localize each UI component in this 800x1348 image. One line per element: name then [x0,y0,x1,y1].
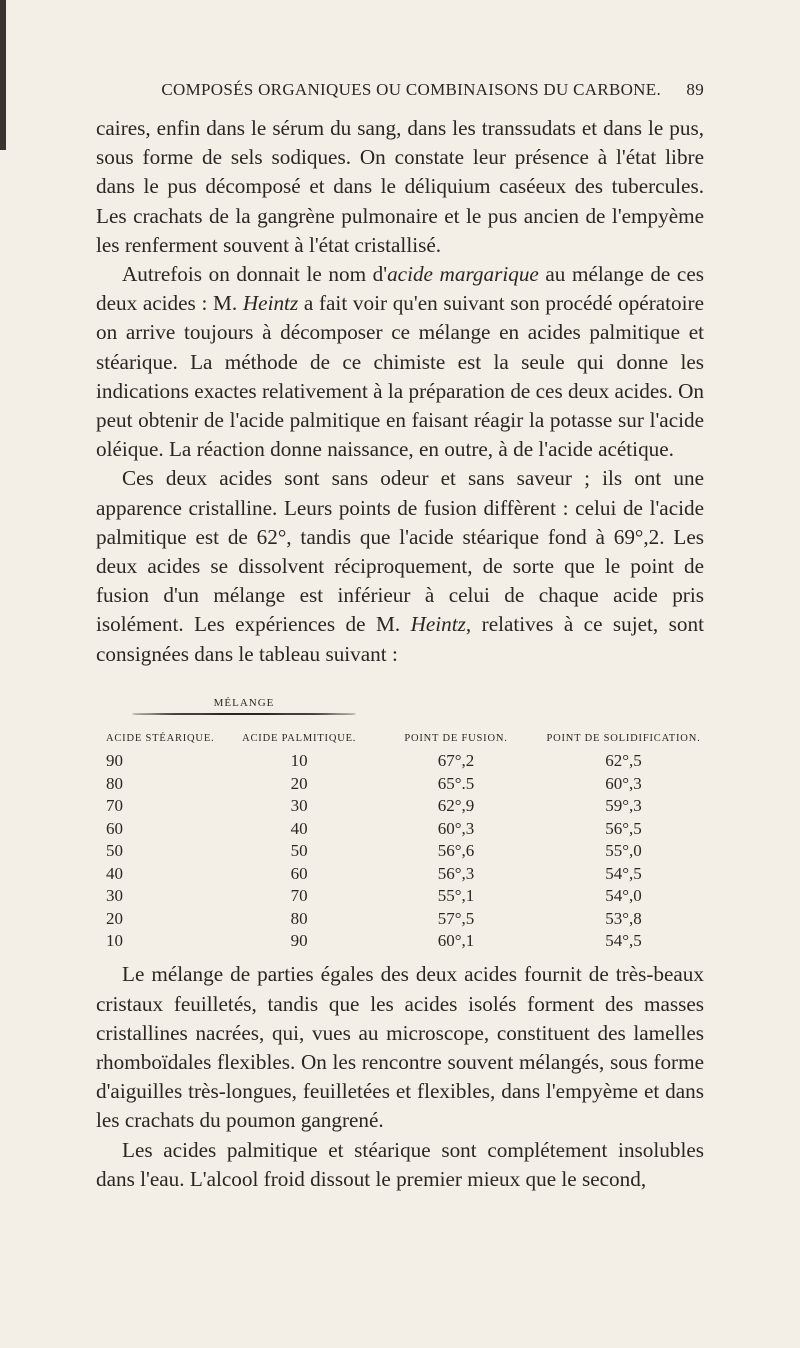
table-row [96,772,708,795]
table-cell: 57°,5 [437,908,475,928]
running-header [96,80,704,100]
table-cell: 53°,8 [605,908,642,928]
table-cell: 56°,5 [605,818,642,838]
table-row [96,907,708,930]
table-cell: 40 [290,818,308,838]
table-cell: 62°,9 [437,796,475,816]
melting-point-table [96,733,708,953]
table-cell: 90 [290,931,308,951]
table-cell: 20 [290,773,308,793]
table-row [96,750,708,773]
header-stearique: ACIDE STÉARIQUE. [106,732,215,744]
table-cell: 60°,3 [605,773,642,793]
table-row [96,862,708,885]
table-cell: 62°,5 [605,751,642,771]
header-palmitique: ACIDE PALMITIQUE. [242,732,357,744]
table-cell: 30 [106,886,123,906]
paragraph-2: Autrefois on donnait le nom d'acide margarique au mélange de ces deux acides : M. Heintz a fait voir qu'en suivant son procédé opératoire on arrive toujours à décomposer ce mélange en acides palmitique et stéarique. La méthode de ce chimiste est la seule qui donne les indications exactes relativement à la préparation de ces deux acides. On peut obtenir de l'acide palmitique en faisant réagir la potasse sur l'acide oléique. La réaction donne naissance, en outre, à de l'acide acétique. [96,262,704,462]
page-edge-mark [0,0,6,150]
header-solidification: POINT DE SOLIDIFICATION. [546,732,701,744]
author-name: Heintz [242,291,299,316]
table-cell: 10 [106,931,123,951]
table-cell: 54°,5 [605,931,642,951]
table-cell: 55°,0 [605,841,642,861]
body-text-top [96,114,704,669]
table-cell: 56°,3 [437,863,475,883]
table-cell: 80 [290,908,308,928]
table-cell: 59°,3 [605,796,642,816]
table-cell: 50 [106,841,123,861]
table-cell: 70 [290,886,308,906]
table-row [96,885,708,908]
table-cell: 56°,6 [437,841,475,861]
paragraph-5: Les acides palmitique et stéarique sont complétement insolubles dans l'eau. L'alcool froid dissout le premier mieux que le second, [96,1137,704,1191]
table-cell: 60°,1 [437,931,475,951]
table-row [96,817,708,840]
table-cell: 60 [106,818,123,838]
table-cell: 10 [290,751,308,771]
table-cell: 90 [106,751,123,771]
table-cell: 67°,2 [437,751,475,771]
table-cell: 54°,0 [605,886,642,906]
table-cell: 60°,3 [437,818,475,838]
table-cell: 30 [290,796,308,816]
table-cell: 80 [106,773,123,793]
table-header-row [96,733,708,750]
table-row [96,795,708,818]
page-number: 89 [686,80,704,99]
table-group-label: MÉLANGE [132,697,356,715]
table-cell: 65°.5 [437,773,475,793]
table-cell: 60 [290,863,308,883]
body-text-bottom [96,960,704,1194]
page [96,80,704,1194]
term-margarique: acide margarique [387,262,539,287]
table-cell: 50 [290,841,308,861]
brace-rule [132,713,356,715]
table-row [96,930,708,953]
table-cell: 54°,5 [605,863,642,883]
paragraph-3: Ces deux acides sont sans odeur et sans saveur ; ils ont une apparence cristalline. Leurs points de fusion diffèrent : celui de l'acide palmitique est de 62°, tandis que l'acide stéarique fond à 69°,2. Les deux acides se dissolvent réciproquement, de sorte que le point de fusion d'un mélange est inférieur à celui de chaque acide pris isolément. Les expériences de M. Heintz, relatives à ce sujet, sont consignées dans le tableau suivant : [96,466,704,666]
table-cell: 20 [106,908,123,928]
paragraph-1: caires, enfin dans le sérum du sang, dans les transsudats et dans le pus, sous forme de sels sodiques. On constate leur présence à l'état libre dans le pus décomposé et dans le déliquium caséeux des tubercules. Les crachats de la gangrène pulmonaire et le pus ancien de l'empyème les renferment souvent à l'état cristallisé. [96,116,704,257]
table-cell: 40 [106,863,123,883]
header-fusion: POINT DE FUSION. [404,732,508,744]
table-row [96,840,708,863]
table-cell: 55°,1 [437,886,475,906]
author-name: Heintz [410,612,466,637]
table-cell: 70 [106,796,123,816]
running-title: COMPOSÉS ORGANIQUES OU COMBINAISONS DU CARBONE. [161,80,661,99]
paragraph-4: Le mélange de parties égales des deux acides fournit de très-beaux cristaux feuilletés, tandis que les acides isolés forment des masses cristallines nacrées, qui, vues au microscope, constituent des lamelles rhomboïdales flexibles. On les rencontre souvent mélangés, sous forme d'aiguilles très-longues, feuilletées et flexibles, dans l'empyème et dans les crachats du poumon gangrené. [96,962,704,1133]
